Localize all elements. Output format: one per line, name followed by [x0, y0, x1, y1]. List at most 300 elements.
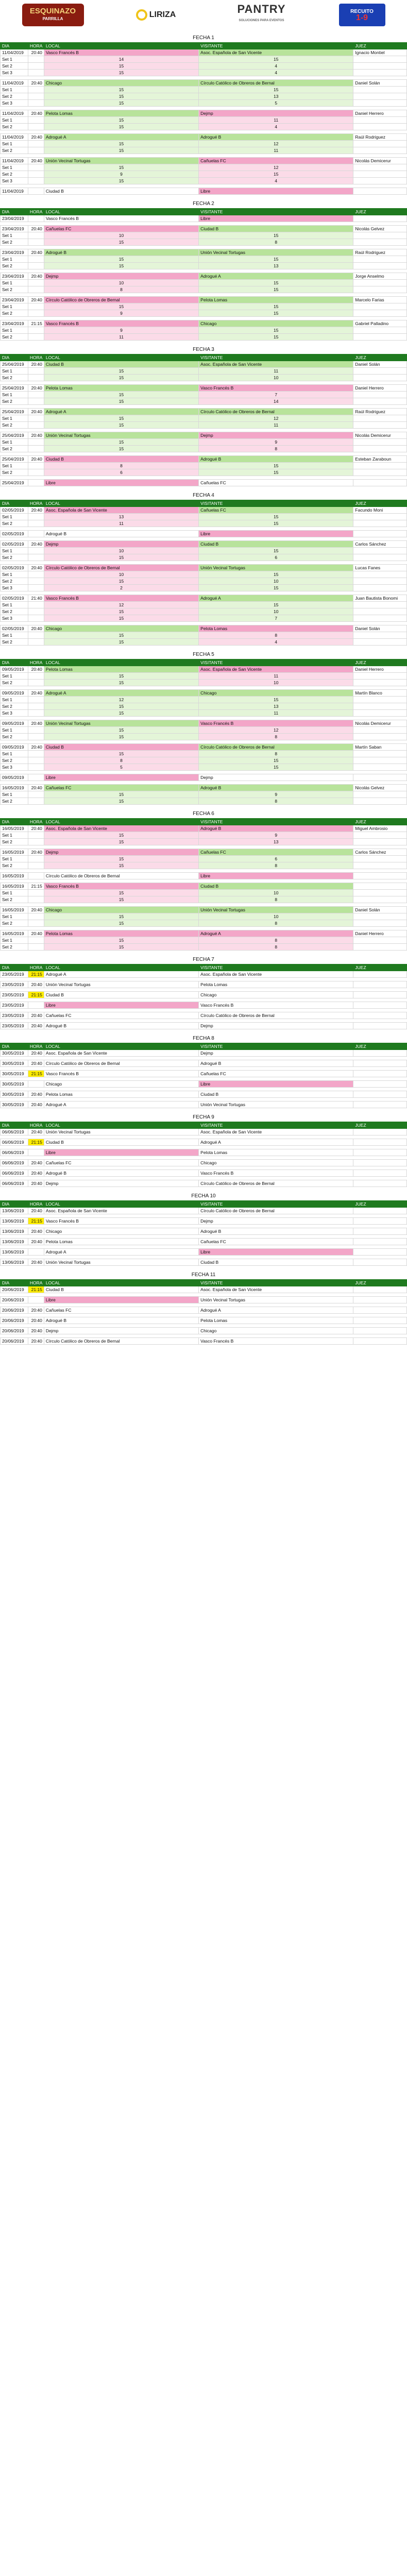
set-blank: [28, 171, 44, 178]
referee: Carlos Sánchez: [353, 541, 407, 548]
fecha-title: FECHA 11: [191, 1272, 216, 1278]
referee: [353, 1023, 407, 1029]
visitor-score: 15: [199, 280, 353, 286]
set-row: [1, 697, 407, 703]
match-row: [1, 1101, 407, 1108]
local-score: 15: [44, 710, 198, 717]
row-gap: [1, 927, 407, 930]
set-blank: [353, 913, 407, 920]
local-score: 9: [44, 310, 198, 317]
local-team: Pelota Lomas: [44, 1091, 198, 1098]
table-header-row: [1, 1122, 407, 1129]
header-local: LOCAL: [44, 43, 198, 49]
local-score: 15: [44, 856, 198, 862]
row-gap: [1, 429, 407, 432]
set-label: Set 2: [1, 63, 28, 70]
visitor-team: Círculo Católico de Obreros de Bernal: [199, 1180, 353, 1187]
match-row: [1, 1149, 407, 1156]
set-blank: [28, 710, 44, 717]
set-label: Set 2: [1, 798, 28, 805]
set-row: [1, 764, 407, 771]
local-team: Adrogué B: [44, 249, 198, 256]
set-blank: [353, 764, 407, 771]
match-date: 16/05/2019: [1, 930, 28, 937]
set-row: [1, 890, 407, 896]
set-blank: [28, 280, 44, 286]
local-team: Unión Vecinal Tortugas: [44, 1129, 198, 1136]
referee: [353, 1091, 407, 1098]
row-gap-cell: [1, 1088, 407, 1091]
row-gap: [1, 537, 407, 541]
visitor-team: Unión Vecinal Tortugas: [199, 1101, 353, 1108]
match-row: [1, 480, 407, 486]
row-gap-cell: [1, 1235, 407, 1239]
local-team: Ciudad B: [44, 744, 198, 751]
visitor-team: Chicago: [199, 992, 353, 998]
match-row: [1, 1023, 407, 1029]
row-gap-cell: [1, 1256, 407, 1259]
local-score: 15: [44, 839, 198, 845]
table-header-row: [1, 964, 407, 971]
set-row: [1, 100, 407, 107]
referee: [353, 1317, 407, 1324]
set-blank: [28, 757, 44, 764]
set-label: Set 1: [1, 727, 28, 734]
local-score: 14: [44, 56, 198, 63]
match-time: 20:40: [28, 1129, 44, 1136]
row-gap-cell: [1, 869, 407, 873]
visitor-score: 8: [199, 937, 353, 944]
referee: [353, 1249, 407, 1256]
row-gap: [1, 781, 407, 785]
match-time: 20:40: [28, 158, 44, 164]
row-gap-cell: [1, 561, 407, 565]
set-row: [1, 415, 407, 422]
local-team: Asoc. Española de San Vicente: [44, 507, 198, 514]
match-time: 20:40: [28, 785, 44, 791]
row-gap: [1, 903, 407, 907]
match-date: 11/04/2019: [1, 188, 28, 195]
match-time: 20:40: [28, 565, 44, 571]
header-dia: DIA: [1, 964, 28, 971]
table-header-row: [1, 354, 407, 361]
set-row: [1, 368, 407, 375]
set-label: Set 1: [1, 141, 28, 147]
match-time: [28, 480, 44, 486]
match-date: 20/06/2019: [1, 1317, 28, 1324]
referee: Juan Bautista Bonomi: [353, 595, 407, 602]
row-gap: [1, 1166, 407, 1170]
visitor-score: 15: [199, 602, 353, 608]
header-juez: JUEZ: [353, 964, 407, 971]
set-label: Set 1: [1, 415, 28, 422]
match-row: [1, 1249, 407, 1256]
match-date: 30/05/2019: [1, 1101, 28, 1108]
row-gap: [1, 1019, 407, 1023]
visitor-score: 8: [199, 862, 353, 869]
set-row: [1, 548, 407, 554]
local-score: 10: [44, 571, 198, 578]
set-row: [1, 124, 407, 130]
match-row: [1, 1259, 407, 1266]
header-juez: JUEZ: [353, 1280, 407, 1286]
set-blank: [28, 862, 44, 869]
match-date: 30/05/2019: [1, 1071, 28, 1077]
header-local: LOCAL: [44, 659, 198, 666]
row-gap: [1, 107, 407, 110]
visitor-score: 11: [199, 673, 353, 680]
row-gap: [1, 184, 407, 188]
match-date: 02/05/2019: [1, 541, 28, 548]
match-row: [1, 456, 407, 463]
set-label: Set 2: [1, 944, 28, 951]
match-time: 20:40: [28, 1101, 44, 1108]
header-hora: HORA: [28, 209, 44, 215]
referee: Nicolás Gelvez: [353, 785, 407, 791]
row-gap: [1, 527, 407, 531]
local-score: 15: [44, 422, 198, 429]
set-blank: [353, 856, 407, 862]
row-gap: [1, 998, 407, 1002]
match-time: 20:40: [28, 507, 44, 514]
set-row: [1, 375, 407, 381]
set-blank: [28, 608, 44, 615]
set-blank: [353, 141, 407, 147]
match-date: 13/06/2019: [1, 1208, 28, 1214]
table-header-row: [1, 209, 407, 215]
set-row: [1, 232, 407, 239]
local-team: Vasco Francés B: [44, 595, 198, 602]
match-date: 16/05/2019: [1, 825, 28, 832]
visitor-team: Asoc. Española de San Vicente: [199, 49, 353, 56]
local-score: 15: [44, 415, 198, 422]
set-row: [1, 896, 407, 903]
row-gap: [1, 317, 407, 320]
match-time: [28, 774, 44, 781]
visitor-score: 15: [199, 697, 353, 703]
visitor-score: 12: [199, 727, 353, 734]
local-score: 15: [44, 615, 198, 622]
match-time: 20:40: [28, 825, 44, 832]
set-blank: [28, 263, 44, 269]
visitor-score: 15: [199, 334, 353, 341]
match-row: [1, 666, 407, 673]
set-label: Set 3: [1, 615, 28, 622]
set-row: [1, 469, 407, 476]
set-blank: [353, 944, 407, 951]
set-label: Set 2: [1, 578, 28, 585]
match-time: 20:40: [28, 1180, 44, 1187]
local-score: 15: [44, 703, 198, 710]
referee: [353, 1180, 407, 1187]
local-score: 10: [44, 280, 198, 286]
referee: [353, 1297, 407, 1303]
set-row: [1, 56, 407, 63]
match-row: [1, 1317, 407, 1324]
match-date: 20/06/2019: [1, 1286, 28, 1293]
local-team: Pelota Lomas: [44, 666, 198, 673]
local-team: Vasco Francés B: [44, 215, 198, 222]
match-time: 20:40: [28, 1050, 44, 1057]
match-date: 25/04/2019: [1, 385, 28, 392]
visitor-team: Adrogué A: [199, 930, 353, 937]
local-team: Vasco Francés B: [44, 883, 198, 890]
header-hora: HORA: [28, 1280, 44, 1286]
row-gap: [1, 622, 407, 625]
fecha-table: [0, 354, 407, 486]
row-gap: [1, 879, 407, 883]
pantry-logo-sub: SOLUCIONES PARA EVENTOS: [239, 19, 284, 22]
match-time: 20:40: [28, 297, 44, 303]
match-date: 16/05/2019: [1, 873, 28, 879]
match-time: 20:40: [28, 110, 44, 117]
match-time: 20:40: [28, 1208, 44, 1214]
set-row: [1, 398, 407, 405]
local-team: Libre: [44, 1297, 198, 1303]
set-blank: [353, 310, 407, 317]
set-blank: [28, 398, 44, 405]
set-label: Set 1: [1, 368, 28, 375]
row-gap-cell: [1, 988, 407, 992]
match-date: 25/04/2019: [1, 456, 28, 463]
visitor-score: 4: [199, 178, 353, 184]
row-gap-cell: [1, 1225, 407, 1228]
set-blank: [28, 697, 44, 703]
row-gap: [1, 1136, 407, 1139]
set-row: [1, 171, 407, 178]
row-gap: [1, 381, 407, 385]
local-team: Chicago: [44, 1081, 198, 1088]
row-gap-cell: [1, 1166, 407, 1170]
pantry-logo-text: PANTRY: [237, 3, 286, 15]
set-row: [1, 147, 407, 154]
row-gap: [1, 452, 407, 456]
visitor-team: Círculo Católico de Obreros de Bernal: [199, 1012, 353, 1019]
local-team: Chicago: [44, 625, 198, 632]
header-juez: JUEZ: [353, 500, 407, 507]
row-gap: [1, 1156, 407, 1160]
header-local: LOCAL: [44, 500, 198, 507]
set-blank: [353, 608, 407, 615]
row-gap-cell: [1, 1334, 407, 1338]
set-label: Set 1: [1, 463, 28, 469]
set-row: [1, 141, 407, 147]
local-team: Unión Vecinal Tortugas: [44, 432, 198, 439]
referee: [353, 215, 407, 222]
visitor-score: 13: [199, 703, 353, 710]
visitor-score: 9: [199, 832, 353, 839]
row-gap-cell: [1, 222, 407, 226]
match-date: 16/05/2019: [1, 849, 28, 856]
set-label: Set 2: [1, 147, 28, 154]
visitor-team: Adrogué B: [199, 1228, 353, 1235]
set-row: [1, 703, 407, 710]
set-blank: [28, 520, 44, 527]
match-date: 30/05/2019: [1, 1081, 28, 1088]
row-gap: [1, 686, 407, 690]
set-label: Set 1: [1, 56, 28, 63]
set-blank: [28, 578, 44, 585]
table-header-row: [1, 1280, 407, 1286]
referee: [353, 981, 407, 988]
match-time: 21:15: [28, 883, 44, 890]
row-gap: [1, 1077, 407, 1081]
local-score: 15: [44, 117, 198, 124]
referee: [353, 531, 407, 537]
row-gap: [1, 1324, 407, 1328]
local-team: Unión Vecinal Tortugas: [44, 158, 198, 164]
set-row: [1, 615, 407, 622]
set-row: [1, 937, 407, 944]
match-date: 23/04/2019: [1, 215, 28, 222]
row-gap: [1, 1088, 407, 1091]
set-blank: [28, 141, 44, 147]
row-gap-cell: [1, 717, 407, 720]
match-date: 23/05/2019: [1, 981, 28, 988]
match-date: 30/05/2019: [1, 1060, 28, 1067]
match-row: [1, 49, 407, 56]
set-label: Set 2: [1, 310, 28, 317]
match-date: 23/05/2019: [1, 1002, 28, 1009]
referee: Nicolás Gelvez: [353, 226, 407, 232]
fecha-table: [0, 818, 407, 951]
set-blank: [28, 147, 44, 154]
match-date: 20/06/2019: [1, 1328, 28, 1334]
visitor-score: 15: [199, 469, 353, 476]
row-gap: [1, 476, 407, 480]
recuito-logo: [339, 4, 385, 26]
referee: Esteban Zaraboun: [353, 456, 407, 463]
row-gap-cell: [1, 1009, 407, 1012]
local-score: 15: [44, 798, 198, 805]
row-gap: [1, 591, 407, 595]
set-blank: [28, 334, 44, 341]
match-row: [1, 1218, 407, 1225]
set-label: Set 3: [1, 178, 28, 184]
header-dia: DIA: [1, 1122, 28, 1129]
local-team: Adrogué B: [44, 531, 198, 537]
local-team: Libre: [44, 1149, 198, 1156]
referee: [353, 1208, 407, 1214]
row-gap: [1, 869, 407, 873]
set-blank: [353, 239, 407, 246]
set-label: Set 2: [1, 469, 28, 476]
fecha-title: FECHA 2: [193, 201, 214, 207]
local-score: 15: [44, 554, 198, 561]
set-label: Set 2: [1, 896, 28, 903]
visitor-team: Dejmp: [199, 774, 353, 781]
referee: [353, 1071, 407, 1077]
match-date: 16/05/2019: [1, 883, 28, 890]
row-gap-cell: [1, 1019, 407, 1023]
set-blank: [28, 178, 44, 184]
local-team: Adrogué B: [44, 1170, 198, 1177]
local-score: 15: [44, 147, 198, 154]
fecha-title: FECHA 3: [193, 347, 214, 352]
match-row: [1, 690, 407, 697]
referee: Nicolás Demicerur: [353, 720, 407, 727]
set-label: Set 1: [1, 327, 28, 334]
local-team: Asoc. Española de San Vicente: [44, 1208, 198, 1214]
local-team: Ciudad B: [44, 188, 198, 195]
row-gap-cell: [1, 452, 407, 456]
match-date: 23/04/2019: [1, 226, 28, 232]
local-team: Chicago: [44, 80, 198, 87]
local-team: Ciudad B: [44, 1139, 198, 1146]
match-row: [1, 1012, 407, 1019]
match-time: 20:40: [28, 385, 44, 392]
header-dia: DIA: [1, 819, 28, 825]
match-row: [1, 110, 407, 117]
match-date: 06/06/2019: [1, 1139, 28, 1146]
referee: [353, 480, 407, 486]
set-blank: [28, 256, 44, 263]
visitor-score: 15: [199, 303, 353, 310]
row-gap: [1, 988, 407, 992]
local-score: 8: [44, 463, 198, 469]
visitor-team: Adrogué A: [199, 1139, 353, 1146]
local-team: Dejmp: [44, 1180, 198, 1187]
match-date: 23/05/2019: [1, 1012, 28, 1019]
visitor-team: Chicago: [199, 320, 353, 327]
match-time: 20:40: [28, 1259, 44, 1266]
header-dia: DIA: [1, 1043, 28, 1050]
visitor-team: Cañuelas FC: [199, 507, 353, 514]
set-blank: [28, 680, 44, 686]
match-time: 21:15: [28, 1071, 44, 1077]
row-gap-cell: [1, 184, 407, 188]
match-date: 09/05/2019: [1, 744, 28, 751]
referee: Lucas Fanes: [353, 565, 407, 571]
referee: Miguel Ambrosio: [353, 825, 407, 832]
referee: Daniel Herrero: [353, 666, 407, 673]
header-local: LOCAL: [44, 1280, 198, 1286]
set-row: [1, 286, 407, 293]
local-score: 10: [44, 232, 198, 239]
match-row: [1, 80, 407, 87]
liriza-logo-text: LIRIZA: [149, 10, 176, 19]
set-label: Set 1: [1, 514, 28, 520]
set-row: [1, 117, 407, 124]
set-label: Set 1: [1, 392, 28, 398]
set-blank: [353, 520, 407, 527]
set-label: Set 2: [1, 839, 28, 845]
header-visitante: VISITANTE: [199, 819, 353, 825]
set-blank: [353, 56, 407, 63]
liriza-ring-icon: [136, 9, 147, 21]
set-label: Set 1: [1, 87, 28, 93]
local-team: Círculo Católico de Obreros de Bernal: [44, 565, 198, 571]
header-visitante: VISITANTE: [199, 1280, 353, 1286]
match-time: 20:40: [28, 1317, 44, 1324]
header-juez: JUEZ: [353, 659, 407, 666]
fecha-table: [0, 42, 407, 195]
fixture-list: [0, 34, 407, 1345]
local-score: 15: [44, 263, 198, 269]
header-juez: JUEZ: [353, 209, 407, 215]
referee: [353, 1129, 407, 1136]
set-blank: [28, 439, 44, 446]
set-blank: [28, 286, 44, 293]
set-row: [1, 446, 407, 452]
visitor-team: Ciudad B: [199, 1091, 353, 1098]
visitor-score: 8: [199, 896, 353, 903]
set-label: Set 1: [1, 439, 28, 446]
header-juez: JUEZ: [353, 43, 407, 49]
local-score: 8: [44, 757, 198, 764]
set-row: [1, 578, 407, 585]
set-label: Set 1: [1, 791, 28, 798]
